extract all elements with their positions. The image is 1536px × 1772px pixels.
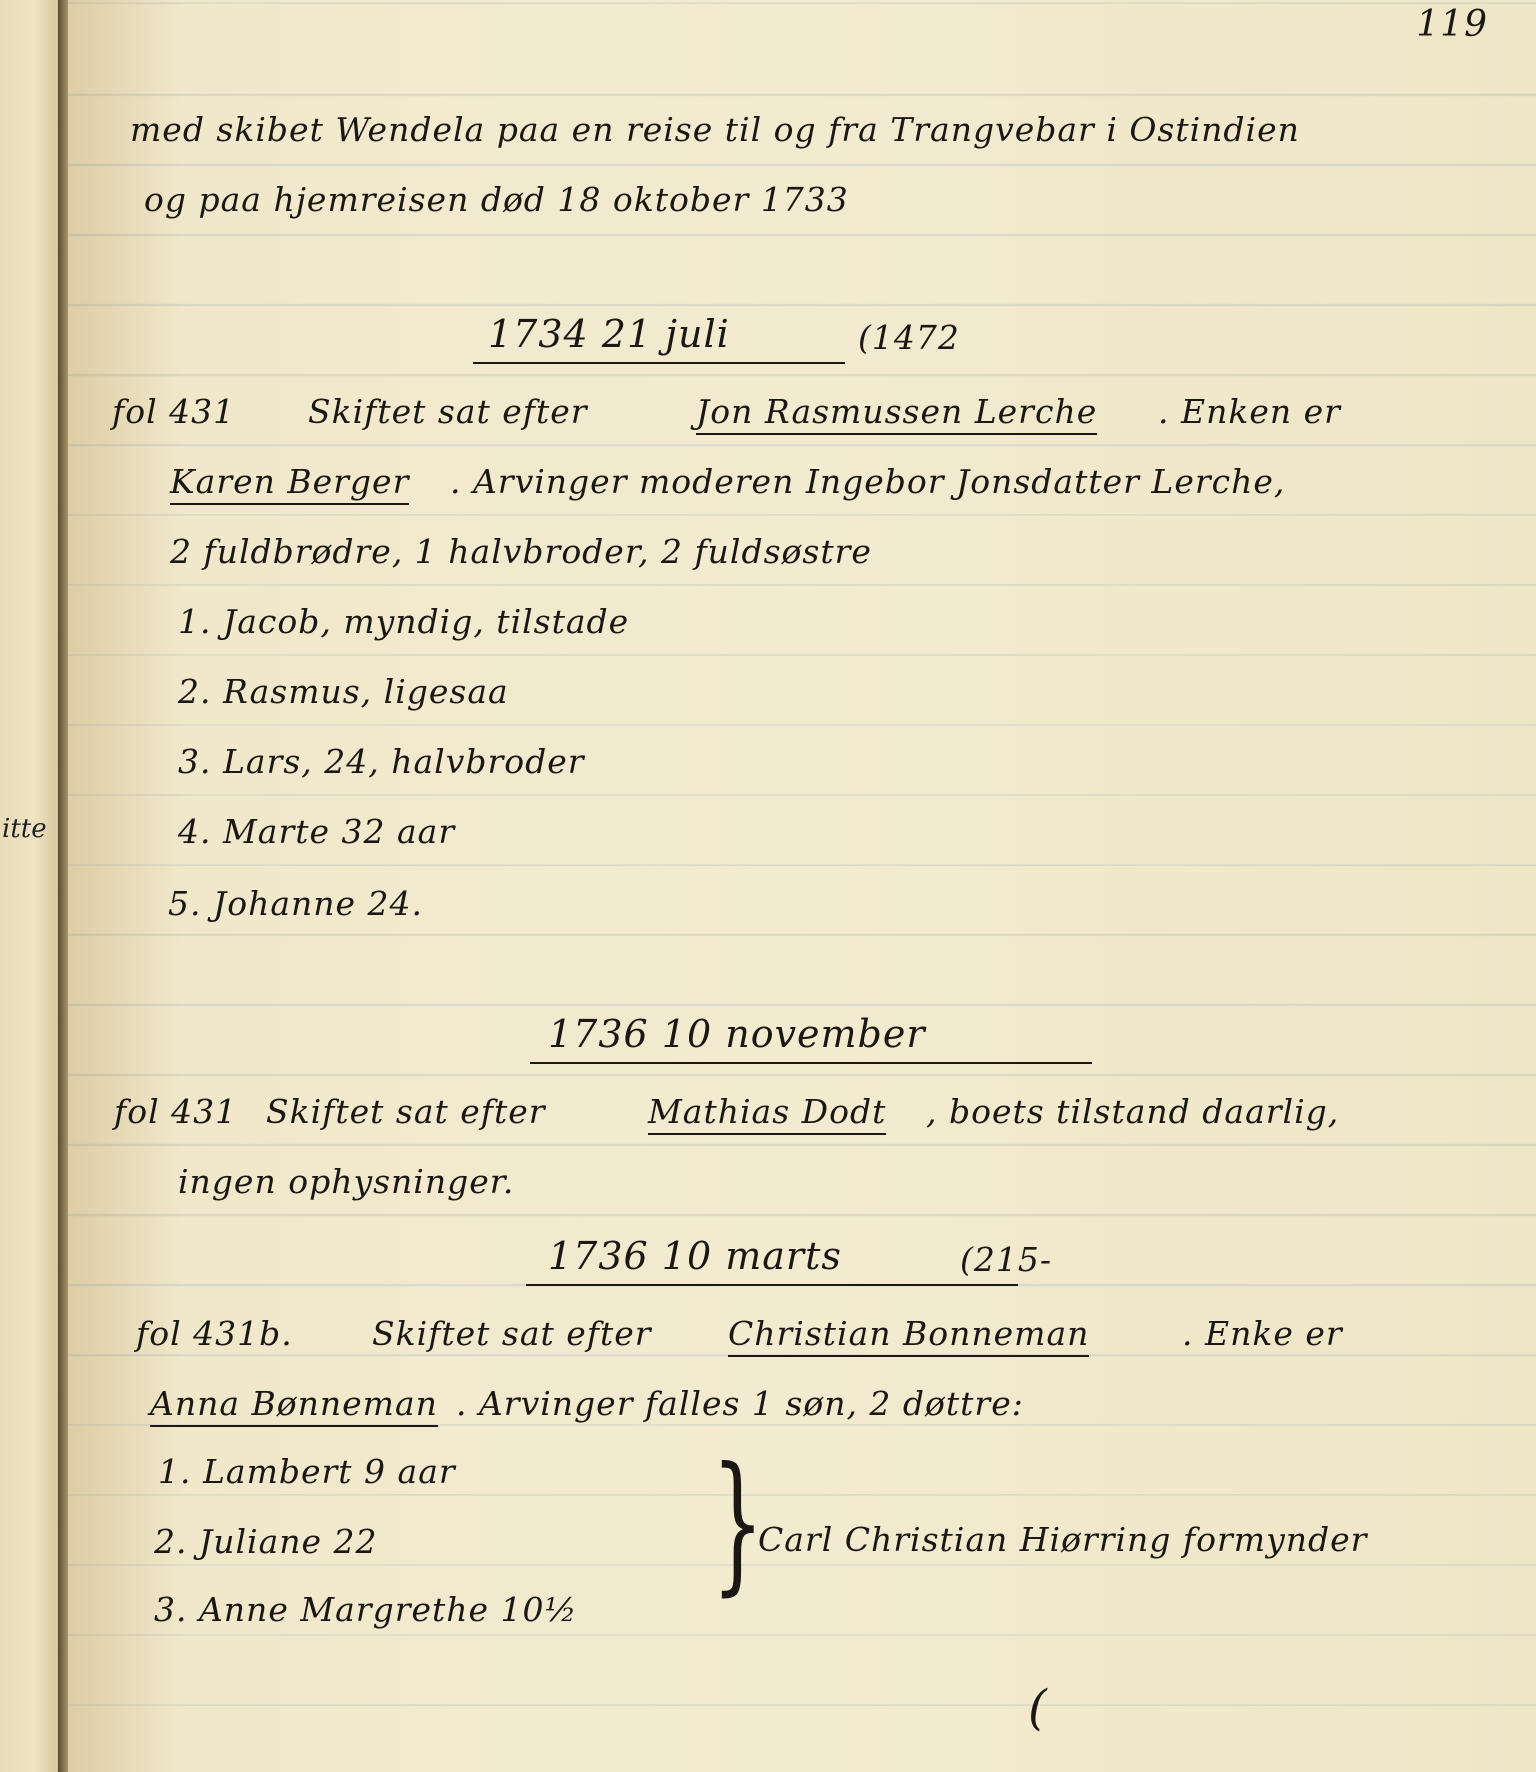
deceased-name: Mathias Dodt [648,1092,886,1135]
heir-item: 4. Marte 32 aar [178,812,456,851]
text-line: . Enken er [1158,392,1341,431]
text-line: . Arvinger moderen Ingebor Jonsdatter Lerche, [450,462,1286,501]
text-line: og paa hjemreisen død 18 oktober 1733 [144,180,849,219]
curly-brace: } [711,1436,764,1610]
left-margin-mark: itte [2,814,47,844]
text-line: 2 fuldbrødre, 1 halvbroder, 2 fuldsøstre [170,532,872,571]
heading-underline [530,1062,1092,1064]
folio-number: fol 431 [112,392,236,431]
ledger-page [68,0,1536,1772]
entry-reference: (1472 [858,318,960,357]
text-line: Skiftet sat efter [372,1314,652,1353]
text-line: , boets tilstand daarlig, [926,1092,1340,1131]
widow-name: Karen Berger [170,462,409,505]
heir-item: 1. Jacob, myndig, tilstade [178,602,630,641]
text-line: Skiftet sat efter [266,1092,546,1131]
entry-date-heading: 1736 10 marts [548,1234,842,1278]
heir-item: 1. Lambert 9 aar [158,1452,456,1491]
deceased-name: Christian Bonneman [728,1314,1089,1357]
book-gutter [58,0,68,1772]
heading-underline [473,362,845,364]
heir-item: 3. Anne Margrethe 10½ [154,1590,578,1629]
text-line: Skiftet sat efter [308,392,588,431]
bottom-mark: ( [1028,1680,1048,1736]
entry-date-heading: 1736 10 november [548,1012,926,1056]
text-line: ingen ophysninger. [178,1162,515,1201]
heir-item: 3. Lars, 24, halvbroder [178,742,585,781]
heading-underline [526,1284,1018,1286]
deceased-name: Jon Rasmussen Lerche [696,392,1097,435]
text-line: med skibet Wendela paa en reise til og fra Trangvebar i Ostindien [130,110,1300,149]
folio-number: fol 431b. [136,1314,293,1353]
guardian-note: Carl Christian Hiørring formynder [758,1520,1368,1559]
text-line: . Enke er [1182,1314,1343,1353]
page-number: 119 [1416,4,1488,45]
folio-number: fol 431 [114,1092,238,1131]
heir-item: 2. Rasmus, ligesaa [178,672,509,711]
widow-name: Anna Bønneman [150,1384,438,1427]
text-line: . Arvinger falles 1 søn, 2 døttre: [456,1384,1024,1423]
entry-reference: (215- [960,1240,1053,1279]
entry-date-heading: 1734 21 juli [488,312,730,356]
heir-item: 2. Juliane 22 [154,1522,378,1561]
left-page-edge [0,0,60,1772]
heir-item: 5. Johanne 24. [168,884,424,923]
